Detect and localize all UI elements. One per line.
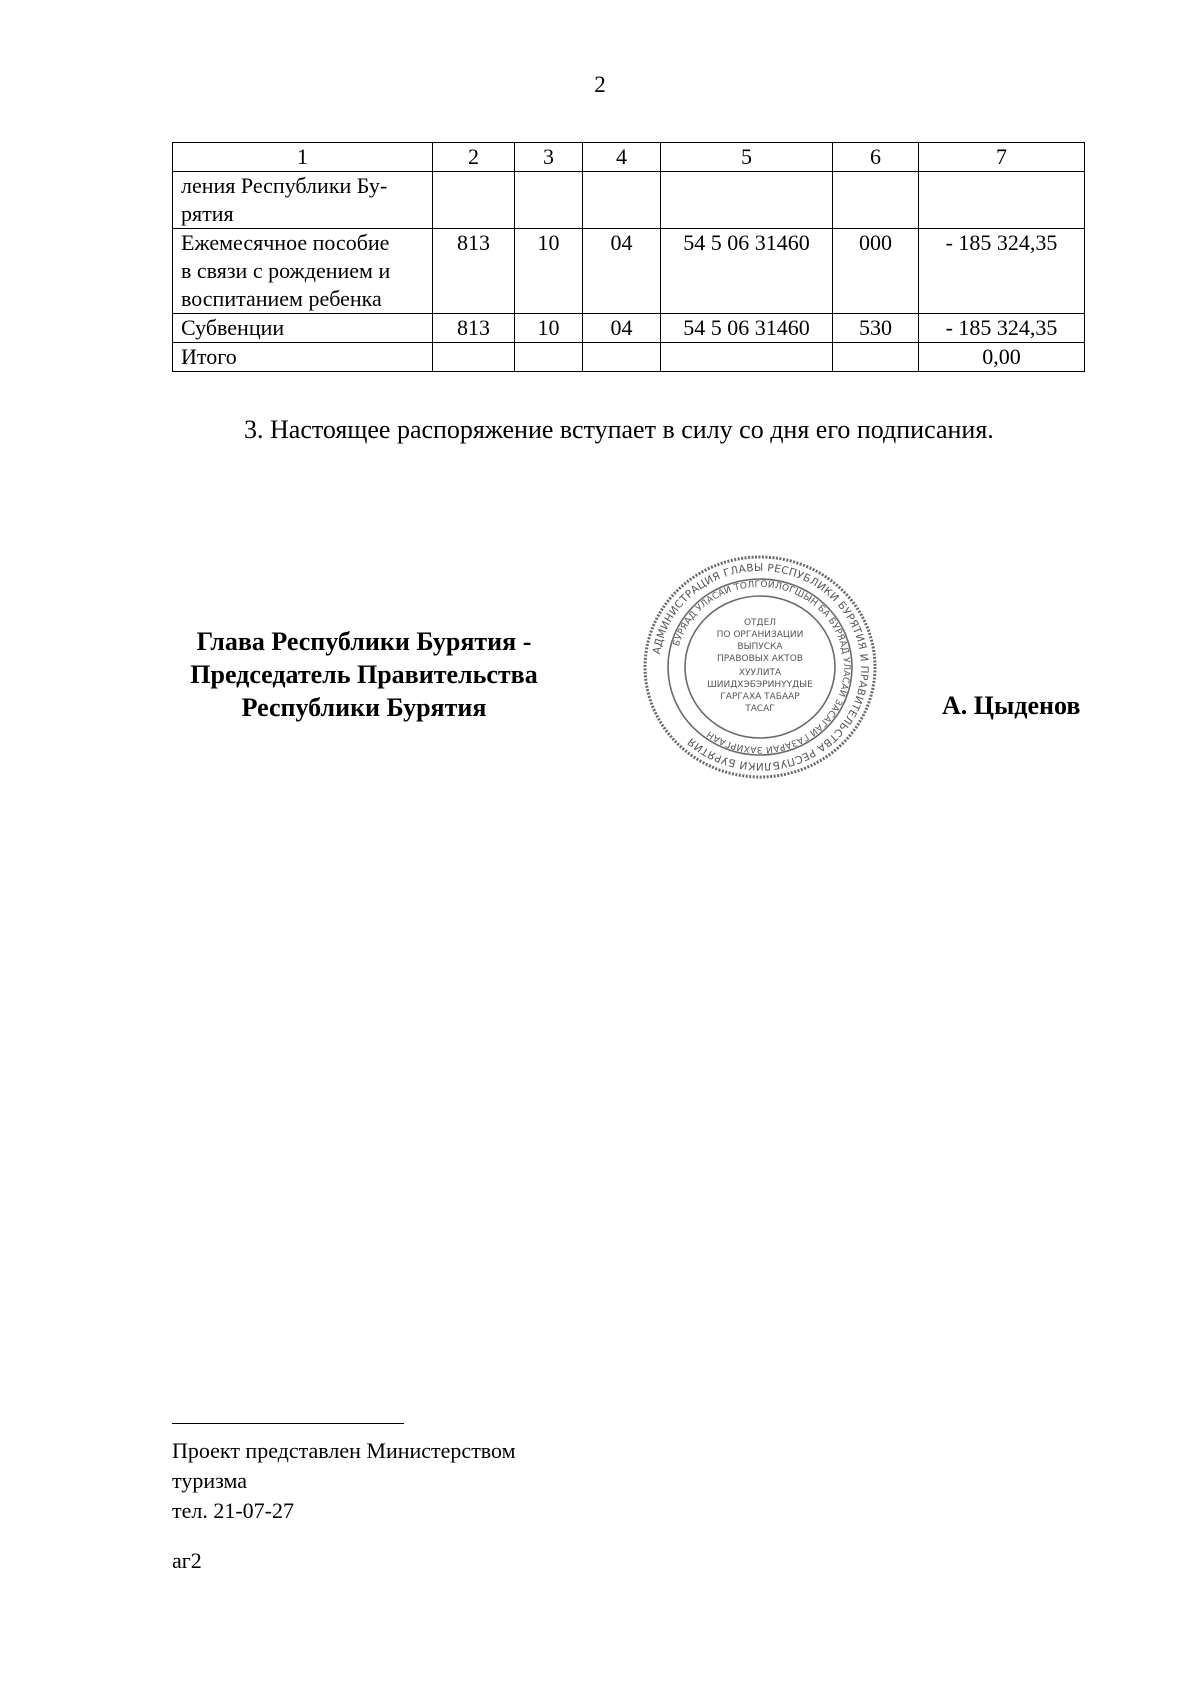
document-code: аг2	[172, 1548, 202, 1573]
row-cell: 54 5 06 31460	[661, 229, 833, 314]
row-name-line: Ежемесячное пособие	[181, 230, 390, 255]
page-number: 2	[594, 72, 606, 97]
svg-text:ГАРГАХА ТАБААР: ГАРГАХА ТАБААР	[720, 692, 800, 702]
stamp-inner-ring-text: БУРЯАД УЛАСАЙ ТОЛГОЙЛОГШЫН БА БУРЯАД УЛАСАЙ ЗАСАГАЙ ГАЗАРАЙ ЗАХИРГААН	[672, 579, 852, 755]
stamp-outer-ring	[645, 557, 875, 777]
svg-text:ПО ОРГАНИЗАЦИИ: ПО ОРГАНИЗАЦИИ	[716, 630, 804, 640]
row-name-cell	[173, 314, 433, 343]
stamp-middle-ring	[668, 579, 852, 755]
header-cell: 1	[173, 143, 433, 172]
table-row	[173, 229, 1085, 314]
row-cell: 530	[833, 314, 919, 343]
row-cell: 04	[583, 229, 661, 314]
row-cell: 000	[833, 229, 919, 314]
row-name-cell	[173, 229, 433, 314]
footnote-line: Проект представлен Министерством	[172, 1438, 516, 1463]
header-cell: 7	[919, 143, 1085, 172]
header-cell: 4	[583, 143, 661, 172]
svg-text:ВЫПУСКА: ВЫПУСКА	[737, 642, 783, 652]
row-cell	[515, 343, 583, 372]
row-cell: 10	[515, 229, 583, 314]
row-name-line: ления Республики Бу-	[181, 173, 388, 198]
clause-3-text: 3. Настоящее распоряжение вступает в силу со дня его подписания.	[244, 415, 994, 444]
row-name-line: рятия	[181, 201, 234, 226]
row-name-line: в связи с рождением и	[181, 258, 391, 283]
row-name-cell	[173, 172, 433, 229]
total-amount-cell: 0,00	[919, 343, 1085, 372]
row-cell	[661, 172, 833, 229]
svg-text:ПРАВОВЫХ АКТОВ: ПРАВОВЫХ АКТОВ	[716, 654, 804, 664]
row-cell: 813	[433, 229, 515, 314]
table-row	[173, 314, 1085, 343]
header-cell: 5	[661, 143, 833, 172]
signer-title	[168, 625, 560, 724]
svg-text:ОТДЕЛ: ОТДЕЛ	[743, 618, 777, 628]
svg-text:ТАСАГ: ТАСАГ	[745, 704, 775, 714]
signer-title-line: Республики Бурятия	[241, 693, 487, 722]
header-cell: 3	[515, 143, 583, 172]
budget-table	[172, 142, 1085, 372]
row-name-line: воспитанием ребенка	[181, 286, 382, 311]
signer-title-line: Глава Республики Бурятия -	[196, 627, 532, 656]
row-cell	[433, 343, 515, 372]
row-cell: 54 5 06 31460	[661, 314, 833, 343]
row-cell: - 185 324,35	[919, 229, 1085, 314]
signer-name: А. Цыденов	[942, 691, 1081, 720]
footnote-line: туризма	[172, 1468, 248, 1493]
row-cell	[833, 343, 919, 372]
row-cell: 10	[515, 314, 583, 343]
row-cell	[833, 172, 919, 229]
stamp-outer-text: АДМИНИСТРАЦИЯ ГЛАВЫ РЕСПУБЛИКИ БУРЯТИЯ И ПРАВИТЕЛЬСТВА РЕСПУБЛИКИ БУРЯТИЯ	[650, 561, 871, 773]
header-cell: 6	[833, 143, 919, 172]
row-name-cell	[173, 343, 433, 372]
footnote	[172, 1436, 516, 1526]
footnote-divider	[172, 1423, 404, 1424]
table-header-row	[173, 143, 1085, 172]
row-cell	[583, 343, 661, 372]
signer-title-line: Председатель Правительства	[190, 660, 538, 689]
official-stamp	[640, 553, 880, 781]
stamp-center-text	[707, 618, 813, 714]
table-row-total	[173, 343, 1085, 372]
row-name-line: Субвенции	[181, 315, 285, 340]
row-cell	[919, 172, 1085, 229]
header-cell: 2	[433, 143, 515, 172]
table-row	[173, 172, 1085, 229]
svg-text:ХУУЛИТА: ХУУЛИТА	[738, 668, 782, 678]
row-cell	[433, 172, 515, 229]
svg-text:ШИИДХЭБЭРИНҮҮДЫЕ: ШИИДХЭБЭРИНҮҮДЫЕ	[707, 680, 813, 690]
row-cell	[583, 172, 661, 229]
row-cell: - 185 324,35	[919, 314, 1085, 343]
row-cell	[515, 172, 583, 229]
row-cell: 813	[433, 314, 515, 343]
row-cell	[661, 343, 833, 372]
row-name-line: Итого	[181, 344, 237, 369]
footnote-line: тел. 21-07-27	[172, 1498, 295, 1523]
row-cell: 04	[583, 314, 661, 343]
